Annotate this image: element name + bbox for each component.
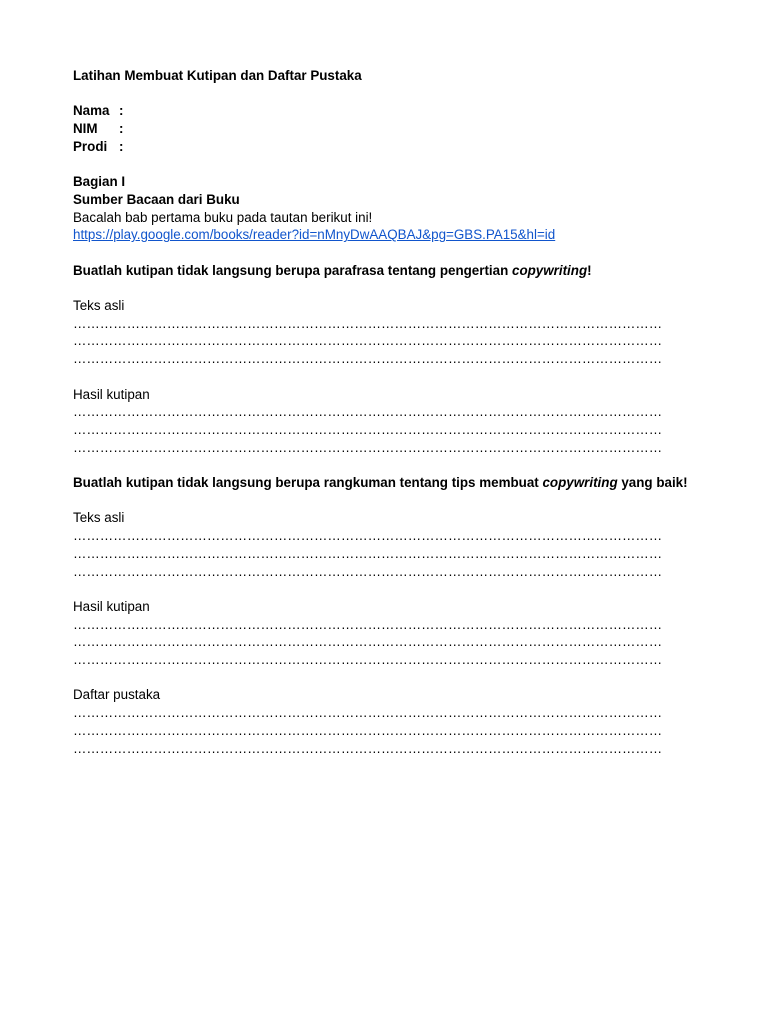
section-instruction: Bacalah bab pertama buku pada tautan berikut ini! — [73, 209, 373, 225]
dotted-answer-line: …………………………………………………………………………………………………………………… — [73, 616, 663, 632]
book-link[interactable]: https://play.google.com/books/reader?id=nMnyDwAAQBAJ&pg=GBS.PA15&hl=id — [73, 227, 556, 243]
dotted-answer-line: …………………………………………………………………………………………………………………… — [73, 705, 663, 721]
field-label: NIM — [73, 121, 98, 137]
dotted-answer-line: …………………………………………………………………………………………………………………… — [73, 740, 663, 756]
field-nama — [73, 102, 693, 120]
dotted-answer-line: …………………………………………………………………………………………………………………… — [73, 404, 663, 420]
field-label: Nama — [73, 103, 110, 119]
dotted-answer-line: …………………………………………………………………………………………………………………… — [73, 351, 663, 367]
dotted-answer-line: …………………………………………………………………………………………………………………… — [73, 439, 663, 455]
dotted-answer-line: …………………………………………………………………………………………………………………… — [73, 652, 663, 668]
task2-prompt: Buatlah kutipan tidak langsung berupa rangkuman tentang tips membuat copywriting yang baik! — [73, 475, 688, 491]
task1-result-label: Hasil kutipan — [73, 386, 150, 402]
field-colon: : — [119, 138, 124, 154]
task1-prompt: Buatlah kutipan tidak langsung berupa parafrasa tentang pengertian copywriting! — [73, 262, 592, 278]
field-colon: : — [119, 121, 124, 137]
task2-original-label: Teks asli — [73, 510, 125, 526]
field-label: Prodi — [73, 138, 108, 154]
dotted-answer-line: …………………………………………………………………………………………………………………… — [73, 528, 663, 544]
dotted-answer-line: …………………………………………………………………………………………………………………… — [73, 421, 663, 437]
document-title: Latihan Membuat Kutipan dan Daftar Pustaka — [73, 68, 362, 83]
section-subheading: Sumber Bacaan dari Buku — [73, 191, 240, 207]
dotted-answer-line: …………………………………………………………………………………………………………………… — [73, 545, 663, 561]
dotted-answer-line: …………………………………………………………………………………………………………………… — [73, 333, 663, 349]
field-colon: : — [119, 103, 124, 119]
dotted-answer-line: …………………………………………………………………………………………………………………… — [73, 722, 663, 738]
field-nim — [73, 120, 693, 138]
field-prodi — [73, 138, 693, 156]
task2-result-label: Hasil kutipan — [73, 598, 150, 614]
section-heading: Bagian I — [73, 174, 126, 190]
dotted-answer-line: …………………………………………………………………………………………………………………… — [73, 634, 663, 650]
document-body — [73, 67, 693, 757]
bibliography-label: Daftar pustaka — [73, 687, 161, 703]
task1-original-label: Teks asli — [73, 298, 125, 314]
dotted-answer-line: …………………………………………………………………………………………………………………… — [73, 563, 663, 579]
dotted-answer-line: …………………………………………………………………………………………………………………… — [73, 315, 663, 331]
